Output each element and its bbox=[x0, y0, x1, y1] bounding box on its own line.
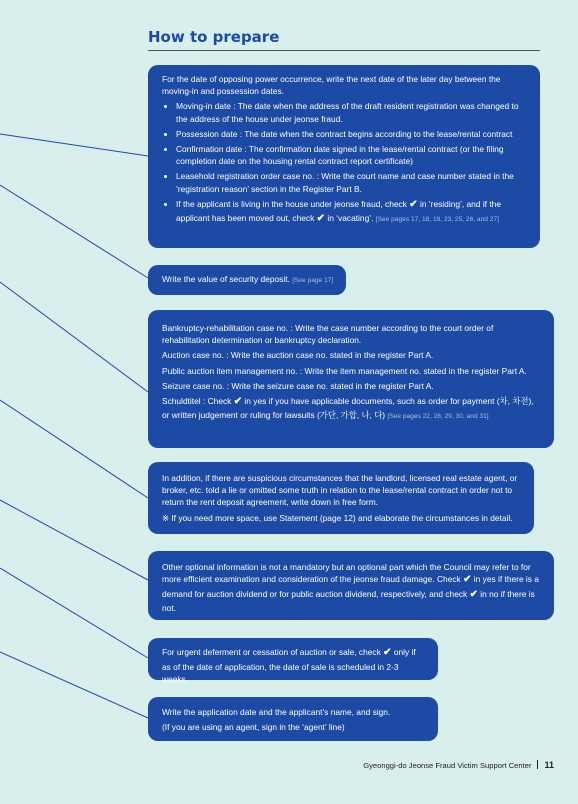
bullet-moving-in-date: • Moving-in date : The date when the address of the draft resident registration was changed to the address of the house under jeonse fraud. bbox=[176, 100, 528, 124]
agent-note: (If you are using an agent, sign in the ‘agent’ line) bbox=[162, 722, 345, 733]
connector-line-3 bbox=[0, 282, 148, 392]
seizure-case-no: Seizure case no. : Write the seizure case no. stated in the register Part A. bbox=[162, 380, 434, 391]
check-icon: ✔ bbox=[316, 213, 325, 225]
footer-organization: Gyeonggi-do Jeonse Fraud Victim Support Center bbox=[363, 761, 532, 770]
footer-divider bbox=[537, 760, 538, 769]
bullet-residing-vacating: • If the applicant is living in the house under jeonse fraud, check ✔ in ‘residing’, and if the applicant has been moved out, check ✔ in ‘vacating’. [See pages 17, 18, 19, 23, 25, 26, and 27] bbox=[176, 198, 528, 227]
auction-case-no: Auction case no. : Write the auction case no. stated in the register Part A. bbox=[162, 350, 434, 361]
connector-line-6 bbox=[0, 568, 148, 658]
connector-line-4 bbox=[0, 400, 148, 498]
bullet-confirmation-date: • Confirmation date : The confirmation date signed in the lease/rental contract (or the filing completion date on the housing rental contract report certificate) bbox=[176, 143, 528, 167]
public-auction-item-no: Public auction item management no. : Write the item management no. stated in the register Part A. bbox=[162, 365, 527, 376]
box1-intro: For the date of opposing power occurrence, write the next date of the later day between the moving-in and possession dates. bbox=[162, 74, 501, 97]
check-icon: ✔ bbox=[409, 198, 418, 210]
schuldtitel: Schuldtitel : Check ✔ in yes if you have applicable documents, such as order for payment (차, 차전), or written judgement or ruling for lawsuits (가단, 가합, 나, 다) [See pages 22, 28, 29, 30, and 31] bbox=[162, 395, 534, 421]
page-reference: [See pages 17, 18, 19, 23, 25, 26, and 27] bbox=[375, 216, 499, 224]
box1-bullet-list bbox=[162, 100, 528, 226]
page-reference: [See pages 22, 28, 29, 30, and 31] bbox=[387, 413, 489, 421]
check-icon: ✔ bbox=[463, 574, 472, 586]
bullet-leasehold-registration: • Leasehold registration order case no. : Write the court name and case number stated in the ‘registration reason’ section in the Register Part B. bbox=[176, 170, 528, 194]
connector-line-5 bbox=[0, 500, 148, 580]
check-icon: ✔ bbox=[383, 647, 392, 658]
page-footer bbox=[363, 760, 554, 770]
box-suspicious-circumstances bbox=[148, 462, 534, 534]
suspicious-circumstances-text: In addition, if there are suspicious circumstances that the landlord, licensed real estate agent, or broker, etc. told a lie or omitted some truth in relation to the lease/rental contract in order not to return the rent deposit agreement, write down in free form. bbox=[162, 473, 518, 508]
application-date-text: Write the application date and the applicant’s name, and sign. bbox=[162, 707, 391, 717]
box-urgent-deferment: For urgent deferment or cessation of auction or sale, check ✔ only if as of the date of application, the date of sale is scheduled in 2-3 weeks. bbox=[148, 638, 438, 680]
connector-line-7 bbox=[0, 652, 148, 718]
check-icon: ✔ bbox=[469, 588, 478, 600]
box-security-deposit bbox=[148, 265, 346, 295]
connector-line-2 bbox=[0, 185, 148, 278]
statement-note: ※ If you need more space, use Statement (page 12) and elaborate the circumstances in detail. bbox=[162, 512, 513, 523]
page-title: How to prepare bbox=[148, 28, 280, 46]
page-number: 11 bbox=[544, 760, 554, 770]
box-opposing-power-dates bbox=[148, 65, 540, 248]
security-deposit-text: Write the value of security deposit. bbox=[162, 274, 290, 284]
box-optional-information: Other optional information is not a mandatory but an optional part which the Council may refer to for more efficient examination and consideration of the jeonse fraud damage. Check ✔ in yes if there is a demand for auction dividend or for public auction dividend, respectively, and check ✔ in no if there is not. bbox=[148, 551, 554, 620]
box-case-numbers bbox=[148, 310, 554, 448]
box-application-date-sign bbox=[148, 697, 438, 741]
bullet-possession-date: • Possession date : The date when the contract begins according to the lease/rental contract bbox=[176, 128, 528, 140]
page-reference: [See page 17] bbox=[292, 277, 334, 284]
check-icon: ✔ bbox=[233, 395, 243, 407]
bankruptcy-case-no: Bankruptcy-rehabilitation case no. : Write the case number according to the court order of rehabilitation determination or bankruptcy declaration. bbox=[162, 323, 494, 346]
connector-line-1 bbox=[0, 134, 148, 156]
